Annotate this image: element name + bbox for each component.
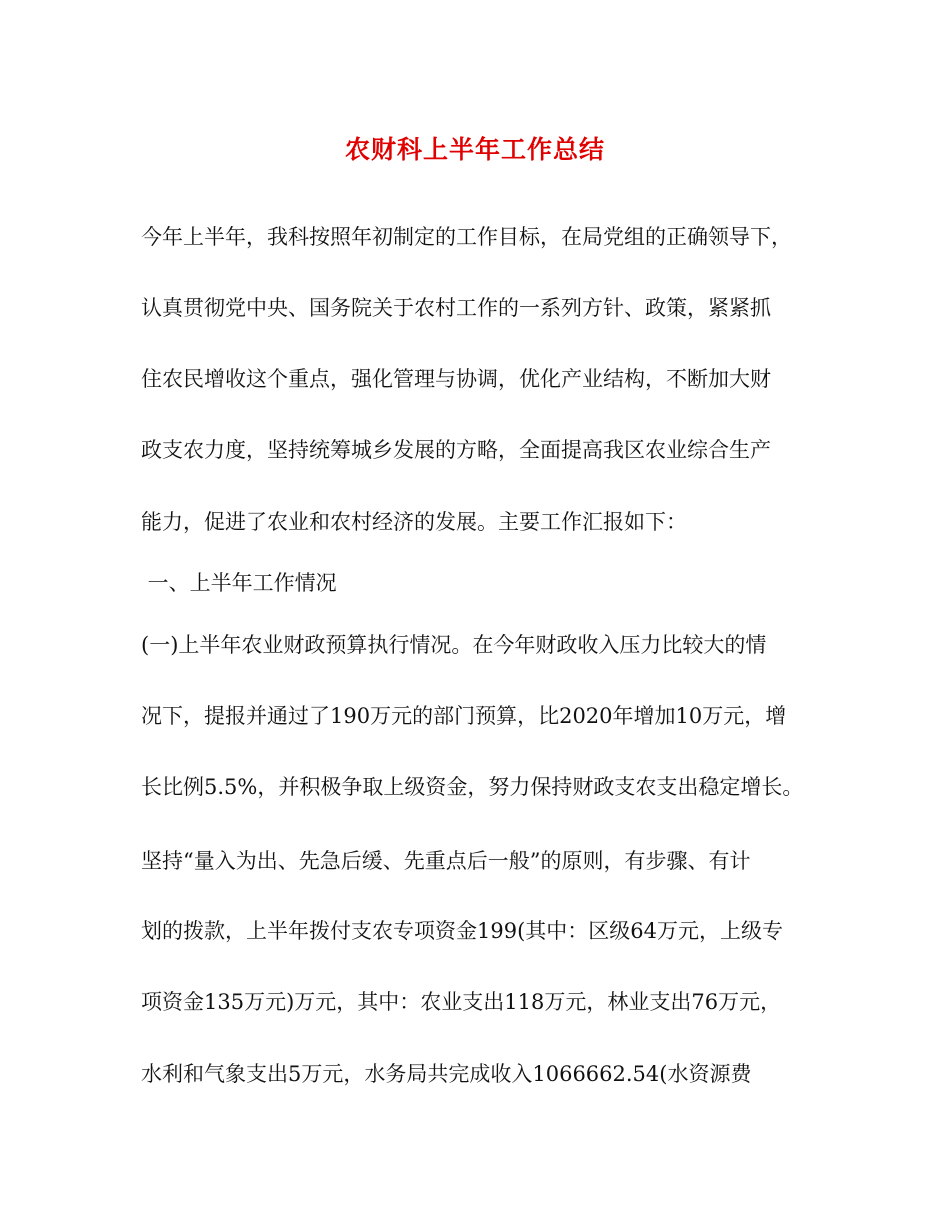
paragraph-line: 项资金135万元)万元，其中：农业支出118万元，林业支出76万元， [141,990,782,1014]
paragraph-line: 水利和气象支出5万元，水务局共完成收入1066662.54(水资源费 [141,1062,752,1086]
paragraph-line: 认真贯彻党中央、国务院关于农村工作的一系列方针、政策，紧紧抓 [141,296,771,320]
section-heading: 一、上半年工作情况 [141,571,337,595]
paragraph-line: 住农民增收这个重点，强化管理与协调，优化产业结构，不断加大财 [141,367,771,391]
paragraph-line: 长比例5.5%，并积极争取上级资金，努力保持财政支农支出稳定增长。 [141,775,804,799]
paragraph-line: 况下，提报并通过了190万元的部门预算，比2020年增加10万元，增 [141,704,787,728]
paragraph-line: 划的拨款，上半年拨付支农专项资金199(其中：区级64万元，上级专 [141,919,783,943]
paragraph-line: 能力，促进了农业和农村经济的发展。主要工作汇报如下： [141,510,687,534]
paragraph-line: 今年上半年，我科按照年初制定的工作目标，在局党组的正确领导下， [141,225,792,249]
paragraph-line: 政支农力度，坚持统筹城乡发展的方略，全面提高我区农业综合生产 [141,438,771,462]
paragraph-line: (一)上半年农业财政预算执行情况。在今年财政收入压力比较大的情 [141,633,767,657]
document-title: 农财科上半年工作总结 [344,135,605,164]
paragraph-line: 坚持“量入为出、先急后缓、先重点后一般”的原则，有步骤、有计 [141,849,751,873]
